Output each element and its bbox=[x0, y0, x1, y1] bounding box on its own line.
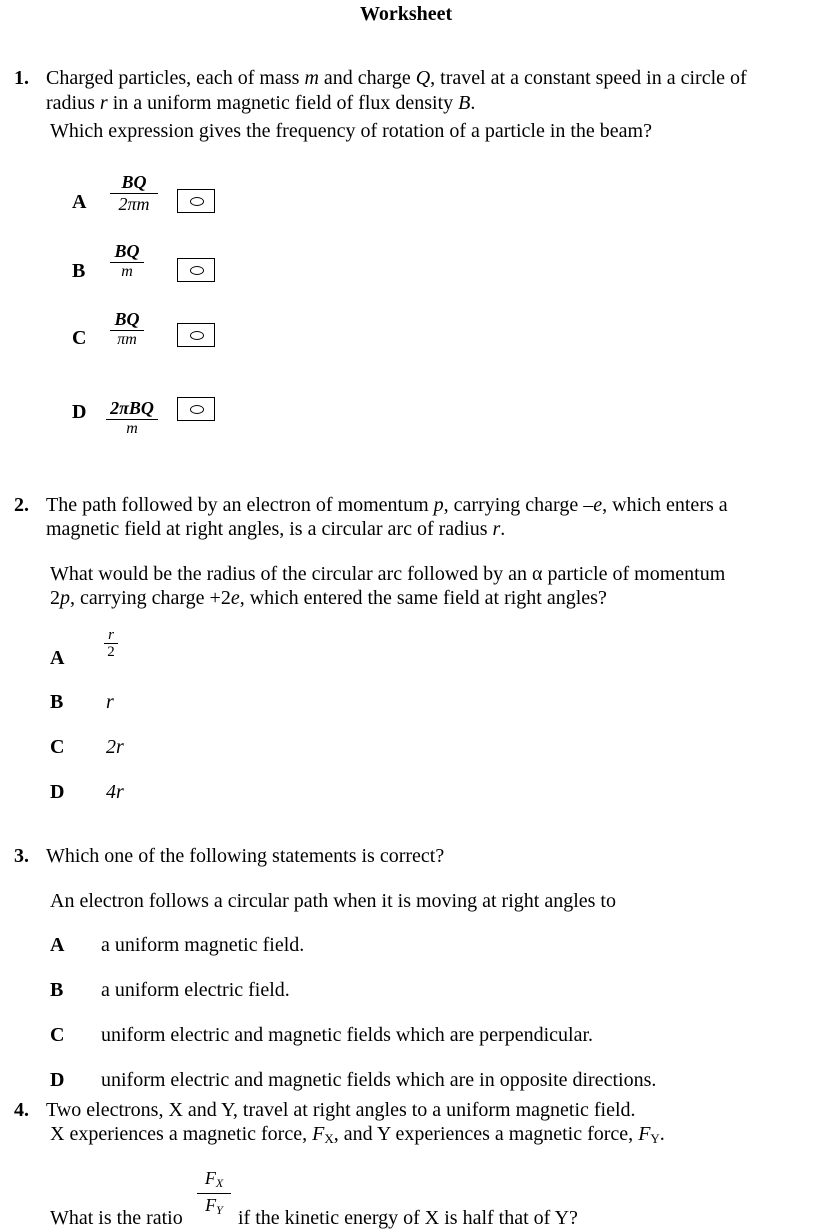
q1-option-c-answer-box[interactable] bbox=[177, 323, 215, 347]
q2-text-line2 bbox=[46, 517, 505, 541]
q4-text-line2 bbox=[50, 1122, 665, 1147]
q4-number: 4. bbox=[14, 1099, 29, 1121]
q2-var-e: e bbox=[593, 494, 603, 516]
q2-option-a-letter: A bbox=[50, 647, 65, 669]
q1-option-c-letter: C bbox=[72, 327, 87, 349]
q4-text-line3-end: if the kinetic energy of X is half that of Y? bbox=[238, 1207, 578, 1229]
q2-var-r: r bbox=[492, 518, 501, 540]
q3-option-c-letter: C bbox=[50, 1024, 65, 1046]
ratio-subscript: Y bbox=[216, 1203, 223, 1217]
q2-text-segment: , which enters a bbox=[602, 494, 728, 516]
q1-option-d-fraction bbox=[106, 398, 158, 438]
q3-question: Which one of the following statements is correct? bbox=[46, 845, 445, 867]
fraction-denominator bbox=[197, 1194, 231, 1221]
q1-var-Q: Q bbox=[415, 67, 431, 89]
q2-var-e: e bbox=[230, 587, 240, 609]
q1-text-segment: Charged particles, each of mass bbox=[46, 67, 305, 89]
q1-text-line3: Which expression gives the frequency of rotation of a particle in the beam? bbox=[50, 120, 652, 142]
q1-option-a-letter: A bbox=[72, 191, 87, 213]
q4-text-line1: Two electrons, X and Y, travel at right angles to a uniform magnetic field. bbox=[46, 1099, 636, 1121]
fraction-denominator: m bbox=[121, 263, 133, 280]
q3-option-d-text: uniform electric and magnetic fields which are in opposite directions. bbox=[101, 1069, 657, 1091]
q2-option-c-text: 2r bbox=[106, 736, 124, 758]
q1-option-c-fraction bbox=[110, 309, 144, 349]
ratio-F: F bbox=[204, 1168, 216, 1188]
q4-subscript: Y bbox=[650, 1131, 660, 1146]
q1-option-d-letter: D bbox=[72, 401, 87, 423]
q1-var-m: m bbox=[304, 67, 319, 89]
bubble-icon bbox=[190, 405, 204, 414]
bubble-icon bbox=[190, 197, 204, 206]
fraction-denominator: 2 bbox=[107, 644, 115, 660]
q2-option-d-letter: D bbox=[50, 781, 65, 803]
bubble-icon bbox=[190, 266, 204, 275]
fraction-denominator: πm bbox=[117, 331, 137, 348]
q1-var-B: B bbox=[458, 92, 471, 114]
q4-text-segment: . bbox=[659, 1123, 665, 1145]
q4-subscript: X bbox=[324, 1131, 334, 1146]
q1-option-b-answer-box[interactable] bbox=[177, 258, 215, 282]
q2-text-segment: The path followed by an electron of momentum bbox=[46, 494, 434, 516]
q2-text-segment: 2 bbox=[50, 587, 60, 609]
q3-stem: An electron follows a circular path when it is moving at right angles to bbox=[50, 890, 616, 912]
q1-var-r: r bbox=[99, 92, 108, 114]
q2-number: 2. bbox=[14, 494, 29, 516]
q2-option-b-letter: B bbox=[50, 691, 64, 713]
fraction-numerator: r bbox=[108, 627, 114, 643]
q1-text-segment: . bbox=[470, 92, 476, 114]
ratio-subscript: X bbox=[215, 1176, 224, 1190]
q3-option-a-letter: A bbox=[50, 934, 65, 956]
q2-text-line1 bbox=[46, 493, 728, 517]
fraction-numerator: BQ bbox=[121, 172, 147, 192]
q1-option-b-fraction bbox=[110, 241, 144, 281]
q1-option-b-letter: B bbox=[72, 260, 86, 282]
q3-number: 3. bbox=[14, 845, 29, 867]
q2-option-d-text: 4r bbox=[106, 781, 124, 803]
q4-var-F: F bbox=[638, 1123, 651, 1145]
fraction-denominator: m bbox=[126, 420, 138, 437]
q1-text-segment: and charge bbox=[318, 67, 416, 89]
q1-text-line2 bbox=[46, 91, 475, 115]
q1-text-line1 bbox=[46, 66, 747, 90]
q4-text-line3-start: What is the ratio bbox=[50, 1207, 183, 1229]
q2-var-p: p bbox=[60, 587, 70, 609]
q4-ratio-fraction bbox=[197, 1168, 231, 1221]
q2-text-segment: , carrying charge – bbox=[443, 494, 594, 516]
fraction-denominator: 2πm bbox=[118, 194, 150, 214]
q1-text-segment: , travel at a constant speed in a circle of bbox=[430, 67, 747, 89]
q2-option-b-text: r bbox=[106, 691, 114, 713]
q3-option-a-text: a uniform magnetic field. bbox=[101, 934, 305, 956]
q3-option-b-letter: B bbox=[50, 979, 64, 1001]
q4-var-F: F bbox=[312, 1123, 325, 1145]
q2-text-line3: What would be the radius of the circular arc followed by an α particle of momentum bbox=[50, 563, 726, 585]
bubble-icon bbox=[190, 331, 204, 340]
fraction-numerator: 2πBQ bbox=[110, 398, 154, 418]
q2-text-segment: . bbox=[500, 518, 506, 540]
ratio-F: F bbox=[205, 1195, 217, 1215]
q2-option-c-letter: C bbox=[50, 736, 65, 758]
fraction-numerator bbox=[197, 1168, 231, 1193]
q2-text-segment: , carrying charge +2 bbox=[70, 587, 231, 609]
q4-text-segment: , and Y experiences a magnetic force, bbox=[333, 1123, 639, 1145]
q1-option-a-fraction bbox=[110, 172, 158, 215]
q4-text-segment: X experiences a magnetic force, bbox=[50, 1123, 313, 1145]
q1-option-a-answer-box[interactable] bbox=[177, 189, 215, 213]
q2-option-a-fraction bbox=[104, 628, 118, 661]
q1-text-segment: in a uniform magnetic field of flux density bbox=[107, 92, 459, 114]
q2-var-p: p bbox=[433, 494, 444, 516]
q3-option-c-text: uniform electric and magnetic fields which are perpendicular. bbox=[101, 1024, 594, 1046]
q1-text-segment: radius bbox=[46, 92, 100, 114]
page-title: Worksheet bbox=[360, 3, 453, 25]
q2-text-segment: magnetic field at right angles, is a circular arc of radius bbox=[46, 518, 493, 540]
q3-option-d-letter: D bbox=[50, 1069, 65, 1091]
q1-number: 1. bbox=[14, 67, 29, 89]
q1-option-d-answer-box[interactable] bbox=[177, 397, 215, 421]
q2-text-line4 bbox=[50, 586, 607, 610]
q3-option-b-text: a uniform electric field. bbox=[101, 979, 290, 1001]
q2-text-segment: , which entered the same field at right angles? bbox=[239, 587, 607, 609]
fraction-numerator: BQ bbox=[114, 241, 140, 261]
fraction-numerator: BQ bbox=[114, 309, 140, 329]
